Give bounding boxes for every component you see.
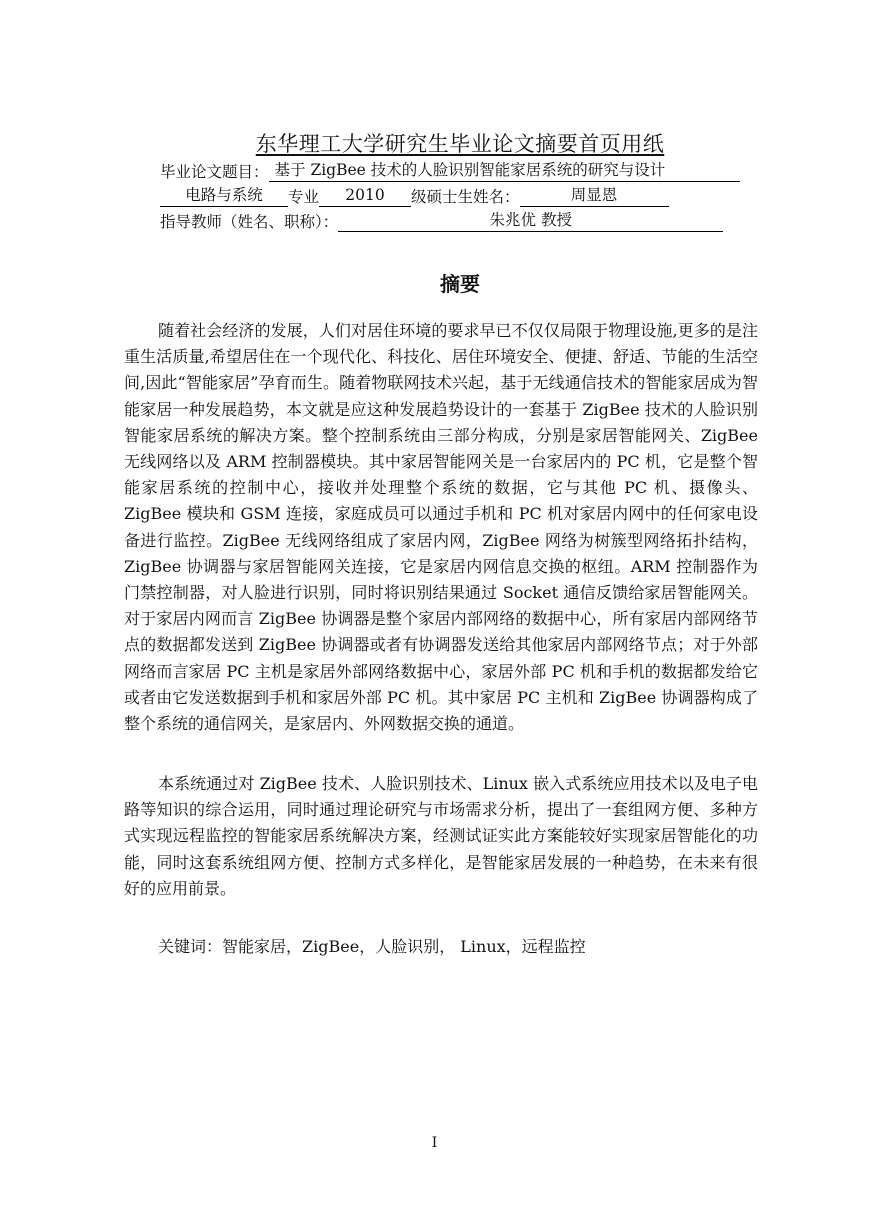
advisor-row (160, 210, 758, 234)
page-number: I (431, 1135, 438, 1151)
abstract-paragraph-2: 本系统通过对 ZigBee 技术、人脸识别技术、Linux 嵌入式系统应用技术以及电子电路等知识的综合运用，同时通过理论研究与市场需求分析，提出了一套组网方便、多种方式实现远程监控的智能家居系统解决方案，经测试证实此方案能较好实现家居智能化的功能，同时这套系统组网方便、控制方式多样化，是智能家居发展的一种趋势，在未来有很好的应用前景。 (124, 774, 758, 898)
major-value: 电路与系统 (160, 186, 288, 207)
year-value: 2010 (319, 186, 411, 207)
thesis-topic-row (160, 160, 758, 184)
thesis-topic-value: 基于 ZigBee 技术的人脸识别智能家居系统的研究与设计 (269, 161, 740, 182)
student-info-row (160, 185, 758, 209)
abstract-paragraph-1: 随着社会经济的发展，人们对居住环境的要求早已不仅仅局限于物理设施,更多的是注重生活质量,希望居住在一个现代化、科技化、居住环境安全、便捷、舒适、节能的生活空间,因此“智能家居”孕育而生。随着物联网技术兴起，基于无线通信技术的智能家居成为智能家居一种发展趋势，本文就是应这种发展趋势设计的一套基于 ZigBee 技术的人脸识别智能家居系统的解决方案。整个控制系统由三部分构成，分别是家居智能网关、ZigBee 无线网络以及 ARM 控制器模块。其中家居智能网关是一台家居内的 PC 机，它是整个智能家居系统的控制中心，接收并处理整个系统的数据，它与其他 PC 机、摄像头、ZigBee 模块和 GSM 连接，家庭成员可以通过手机和 PC 机对家居内网中的任何家电设备进行监控。ZigBee 无线网络组成了家居内网，ZigBee 网络为树簇型网络拓扑结构，ZigBee 协调器与家居智能网关连接，它是家居内网信息交换的枢纽。ARM 控制器作为门禁控制器，对人脸进行识别，同时将识别结果通过 Socket 通信反馈给家居智能网关。对于家居内网而言 ZigBee 协调器是整个家居内部网络的数据中心，所有家居内部网络节点的数据都发送到 ZigBee 协调器或者有协调器发送给其他家居内部网络节点；对于外部网络而言家居 PC 主机是家居外部网络数据中心，家居外部 PC 机和手机的数据都发给它或者由它发送数据到手机和家居外部 PC 机。其中家居 PC 主机和 ZigBee 协调器构成了整个系统的通信网关，是家居内、外网数据交换的通道。 (124, 321, 758, 734)
keywords-line (158, 934, 586, 960)
abstract-heading: 摘要 (440, 272, 480, 296)
thesis-topic-label: 毕业论文题目： (160, 163, 269, 181)
document-title: 东华理工大学研究生毕业论文摘要首页用纸 (255, 132, 665, 156)
advisor-label: 指导教师（姓名、职称）： (160, 213, 339, 231)
keywords-value: 智能家居，ZigBee，人脸识别， Linux，远程监控 (222, 937, 586, 956)
keywords-label: 关键词： (158, 937, 223, 956)
advisor-value: 朱兆优 教授 (338, 211, 723, 232)
student-label: 级硕士生姓名： (411, 188, 520, 206)
student-name-value: 周显恩 (520, 186, 669, 207)
major-label: 专业 (288, 188, 320, 206)
